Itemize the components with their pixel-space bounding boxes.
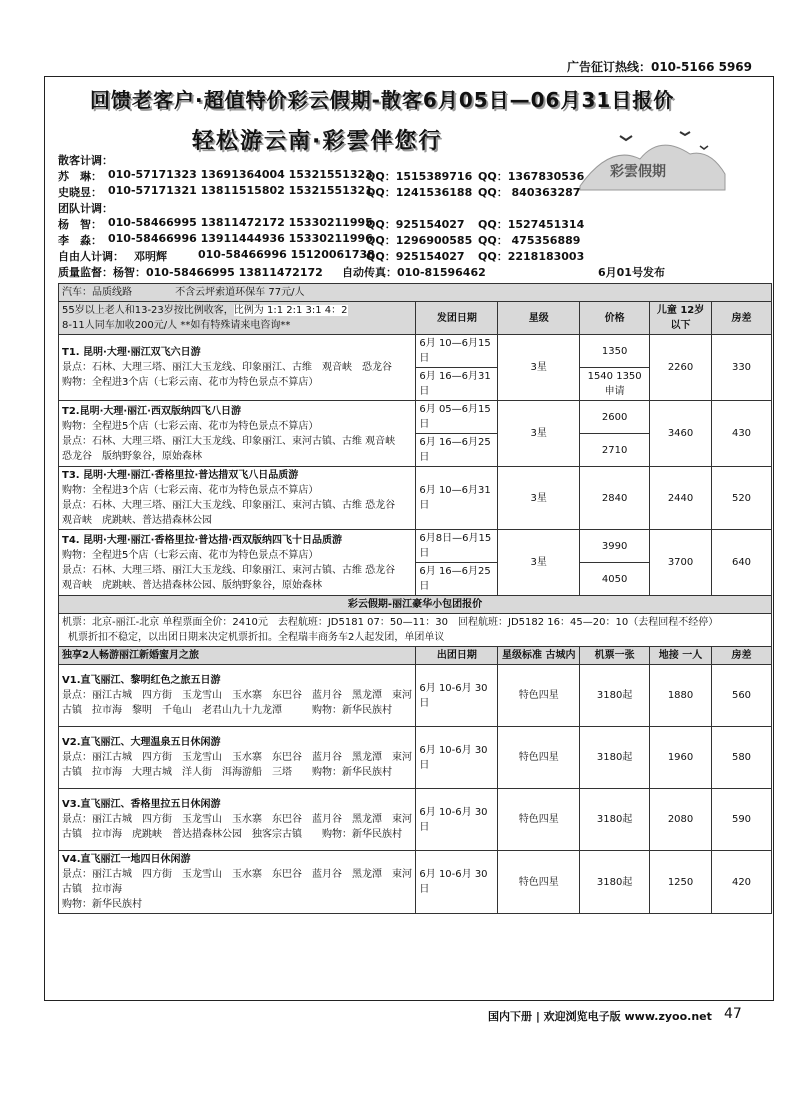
price-table	[58, 283, 772, 914]
route-line: 景点：石林、大理三塔、丽江大玉龙线、印象丽江、古维 观音峡 恐龙谷	[62, 362, 392, 373]
table-row	[59, 401, 772, 434]
contact-name: 史晓昱：	[58, 186, 102, 199]
flight-info-cell	[59, 614, 772, 647]
table-row	[59, 665, 772, 727]
honeymoon-header: 独享2人畅游丽江新婚蜜月之旅	[59, 647, 416, 665]
price-cell: 1540 1350申请	[580, 368, 650, 401]
route-line: 购物：全程进3个店（七彩云南、花市为特色景点不算店）	[62, 485, 319, 496]
ticket-cell: 3180起	[580, 665, 650, 727]
table-row	[59, 789, 772, 851]
header-date: 发团日期	[416, 302, 498, 335]
surcharge-note: 8-11人同车加收200元/人 **如有特殊请来电咨询**	[62, 320, 291, 331]
age-note: 55岁以上老人和13-23岁按比例收客，	[62, 305, 234, 316]
room-diff-cell: 590	[712, 789, 772, 851]
date-cell: 6月 10—6月15日	[416, 335, 498, 368]
room-diff-cell: 640	[712, 530, 772, 596]
table-header-row	[59, 302, 772, 335]
route-line: 景点：石林、大理三塔、丽江大玉龙线、印象丽江、束河古镇、古维 恐龙谷	[62, 564, 396, 576]
star-cell: 3星	[498, 401, 580, 467]
ground-cell: 1960	[650, 727, 712, 789]
route-line: 景点：石林、大理三塔、丽江大玉龙线、印象丽江、束河古镇、古维 恐龙谷	[62, 500, 396, 511]
ticket-cell: 3180起	[580, 789, 650, 851]
bird-icon	[700, 146, 708, 149]
star-cell: 3星	[498, 467, 580, 530]
route-line: 购物：全程进5个店（七彩云南、花市为特色景点不算店）	[62, 420, 319, 432]
header-room: 房差	[712, 302, 772, 335]
ad-hotline: 广告征订热线：010-5166 5969	[566, 60, 752, 74]
route-cell-v3	[59, 789, 416, 851]
contact-name: 苏 琳：	[58, 170, 102, 183]
contact-qq: QQ：1296900585	[366, 234, 473, 247]
room-diff-cell: 560	[712, 665, 772, 727]
contacts-block	[58, 152, 758, 280]
star-cell: 特色四星	[498, 665, 580, 727]
price-cell: 2710	[580, 434, 650, 467]
contact-phones: 010-58466996 15120061738	[198, 248, 375, 261]
header-star: 星级	[498, 302, 580, 335]
route-title: T2.昆明·大理·丽江·西双版纳四飞八日游	[62, 405, 241, 417]
ratio-note: 比例为 1:1 2:1 3:1 4：2	[233, 305, 348, 316]
contact-qq: QQ：925154027	[366, 250, 465, 263]
ground-cell: 1880	[650, 665, 712, 727]
route-cell-v4	[59, 851, 416, 914]
price-cell: 1350	[580, 335, 650, 368]
table-row	[59, 614, 772, 647]
route-line: 景点：丽江古城 四方街 玉龙雪山 玉水寨 东巴谷 蓝月谷 黑龙潭 束河古镇 拉市海 虎跳峡 普达措森林公园 独客宗古镇 购物：新华民族村	[62, 814, 412, 840]
route-line: 景点：丽江古城 四方街 玉龙雪山 玉水寨 东巴谷 蓝月谷 黑龙潭 束河古镇 拉市海 黎明 千龟山 老君山九十九龙潭 购物：新华民族村	[62, 690, 412, 716]
flight-note: 机票折扣不稳定，以出团日期来决定机票折扣。全程瑞丰商务车2人起发团，单团单议	[68, 632, 445, 643]
route-cell-t2	[59, 401, 416, 467]
room-diff-cell: 420	[712, 851, 772, 914]
cable-car-note: 不含云坪索道环保车 77元/人	[175, 287, 305, 298]
route-line: 购物：全程进5个店（七彩云南、花市为特色景点不算店）	[62, 549, 319, 561]
table-row	[59, 284, 772, 302]
star-cell: 3星	[498, 335, 580, 401]
date-cell: 6月 16—6月25日	[416, 434, 498, 467]
contact-phones: 010-58466996 13911444936 15330211996	[108, 232, 373, 245]
route-line: 购物：新华民族村	[62, 899, 142, 910]
contact-phones: 010-57171321 13811515802 15321551321	[108, 184, 373, 197]
contact-name: 李 淼：	[58, 234, 102, 247]
route-line: 景点：丽江古城 四方街 玉龙雪山 玉水寨 东巴谷 蓝月谷 黑龙潭 束河古镇 拉市海 大理古城 洋人街 洱海游船 三塔 购物：新华民族村	[62, 752, 412, 778]
route-title: V1.直飞丽江、黎明红色之旅五日游	[62, 675, 221, 686]
bird-icon	[680, 132, 690, 135]
contact-phones: 010-57171323 13691364004 15321551323	[108, 168, 373, 181]
child-price-cell: 3460	[650, 401, 712, 467]
contact-qq: QQ：1527451314	[478, 218, 585, 231]
bus-route-label: 汽车：品质线路	[62, 287, 132, 298]
route-title: T4. 昆明·大理·丽江·香格里拉·普达措·西双版纳四飞十日品质游	[62, 534, 343, 546]
bird-icon	[620, 136, 632, 140]
date-cell: 6月 10-6月 30日	[416, 789, 498, 851]
route-line: 观音峡 虎跳峡、普达措森林公园、版纳野象谷，原始森林	[62, 579, 322, 591]
contact-phones: 010-58466995 13811472172 15330211995	[108, 216, 373, 229]
auto-fax: 自动传真：010-81596462	[342, 266, 486, 279]
contact-qq: QQ：1515389716	[366, 170, 473, 183]
star-cell: 特色四星	[498, 727, 580, 789]
table-row	[59, 851, 772, 914]
room-diff-cell: 430	[712, 401, 772, 467]
date-cell: 6月 10-6月 30日	[416, 851, 498, 914]
contact-qq: QQ：925154027	[366, 218, 465, 231]
header-star: 星级标准 古城内	[498, 647, 580, 665]
contact-qq: QQ：2218183003	[478, 250, 585, 263]
price-cell: 2600	[580, 401, 650, 434]
price-cell: 3990	[580, 530, 650, 563]
date-cell: 6月 10-6月 30日	[416, 665, 498, 727]
table-row	[59, 467, 772, 530]
tuandui-header: 团队计调：	[58, 202, 113, 215]
route-title: T1. 昆明·大理·丽江双飞六日游	[62, 347, 201, 358]
route-cell-v2	[59, 727, 416, 789]
date-cell: 6月 16—6月31日	[416, 368, 498, 401]
date-cell: 6月 10-6月 30日	[416, 727, 498, 789]
ground-cell: 1250	[650, 851, 712, 914]
room-diff-cell: 580	[712, 727, 772, 789]
ticket-cell: 3180起	[580, 851, 650, 914]
contact-qq: QQ：1367830536	[478, 170, 585, 183]
table-row	[59, 596, 772, 614]
price-cell: 2840	[580, 467, 650, 530]
section-title: 彩云假期-丽江豪华小包团报价	[59, 596, 772, 614]
date-cell: 6月 10—6月31日	[416, 467, 498, 530]
star-cell: 特色四星	[498, 789, 580, 851]
page-number: 47	[724, 1006, 742, 1022]
route-cell-t4	[59, 530, 416, 596]
main-title: 回馈老客户·超值特价彩云假期-散客6月05日—06月31日报价	[90, 88, 675, 112]
price-cell: 4050	[580, 563, 650, 596]
star-cell: 特色四星	[498, 851, 580, 914]
ground-cell: 2080	[650, 789, 712, 851]
sanke-header: 散客计调：	[58, 154, 113, 167]
logo-text: 彩雲假期	[610, 164, 666, 180]
child-price-cell: 2260	[650, 335, 712, 401]
route-title: V4.直飞丽江一地四日休闲游	[62, 854, 191, 865]
contact-person: 邓明辉	[134, 250, 167, 263]
route-title: T3. 昆明·大理·丽江·香格里拉·普达措双飞八日品质游	[62, 470, 299, 481]
header-price: 价格	[580, 302, 650, 335]
route-title: V3.直飞丽江、香格里拉五日休闲游	[62, 799, 221, 810]
route-line: 景点：丽江古城 四方街 玉龙雪山 玉水寨 东巴谷 蓝月谷 黑龙潭 束河古镇 拉市海	[62, 869, 412, 895]
flight-line: 机票：北京-丽江-北京 单程票面全价：2410元 去程航班：JD5181 07：50—11：30 回程航班：JD5182 16：45—20：10（去程回程不经停）	[62, 617, 719, 628]
route-cell-v1	[59, 665, 416, 727]
age-note-cell	[59, 302, 416, 335]
table-row	[59, 727, 772, 789]
date-cell: 6月 05—6月15日	[416, 401, 498, 434]
sub-title: 轻松游云南·彩雲伴您行	[192, 129, 443, 154]
route-line: 景点：石林、大理三塔、丽江大玉龙线、印象丽江、束河古镇、古维 观音峡	[62, 435, 396, 447]
route-title: V2.直飞丽江、大理温泉五日休闲游	[62, 737, 221, 748]
contact-qq: QQ： 475356889	[478, 234, 581, 247]
star-cell: 3星	[498, 530, 580, 596]
header-room: 房差	[712, 647, 772, 665]
contact-qq: QQ： 840363287	[478, 186, 581, 199]
contact-name: 自由人计调：	[58, 250, 124, 263]
route-line: 观音峡 虎跳峡、普达措森林公园	[62, 515, 212, 526]
room-diff-cell: 330	[712, 335, 772, 401]
date-cell: 6月8日—6月15日	[416, 530, 498, 563]
child-price-cell: 2440	[650, 467, 712, 530]
date-cell: 6月 16—6月25日	[416, 563, 498, 596]
header-date: 出团日期	[416, 647, 498, 665]
room-diff-cell: 520	[712, 467, 772, 530]
quality-supervisor: 质量监督：杨智：010-58466995 13811472172	[58, 266, 323, 279]
route-cell-t3	[59, 467, 416, 530]
route-line: 恐龙谷 版纳野象谷，原始森林	[62, 450, 202, 462]
ticket-cell: 3180起	[580, 727, 650, 789]
header-ticket: 机票一张	[580, 647, 650, 665]
table-row	[59, 335, 772, 368]
header-child: 儿童 12岁以下	[650, 302, 712, 335]
table-header-row	[59, 647, 772, 665]
publish-date: 6月01号发布	[598, 266, 665, 279]
route-cell-t1	[59, 335, 416, 401]
footer-text: 国内下册 | 欢迎浏览电子版 www.zyoo.net	[488, 1010, 712, 1023]
route-line: 购物：全程进3个店（七彩云南、花市为特色景点不算店）	[62, 377, 319, 388]
header-ground: 地接 一人	[650, 647, 712, 665]
table-row	[59, 530, 772, 563]
child-price-cell: 3700	[650, 530, 712, 596]
contact-name: 杨 智：	[58, 218, 102, 231]
contact-qq: QQ：1241536188	[366, 186, 473, 199]
